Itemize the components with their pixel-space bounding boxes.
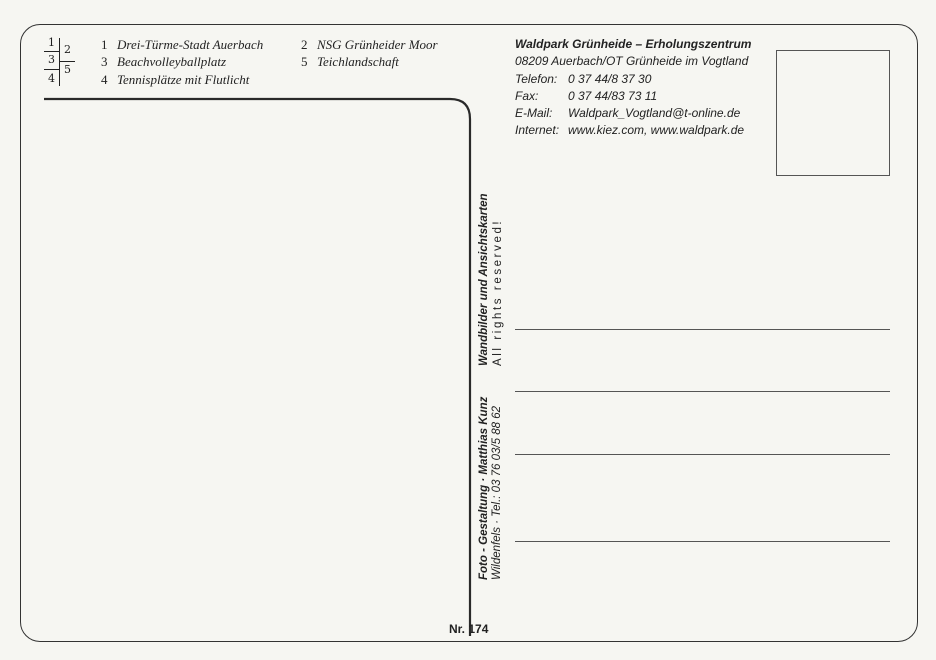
legend-item: 1 Drei-Türme-Stadt Auerbach bbox=[101, 37, 264, 52]
contact-row-fax: Fax: 0 37 44/83 73 11 bbox=[515, 88, 658, 103]
key-number-1: 1 bbox=[48, 36, 55, 49]
address-line bbox=[515, 391, 890, 392]
card-number: Nr. 174 bbox=[449, 622, 489, 636]
phone-credit: Wildenfels · Tel.: 03 76 03/5 88 62 bbox=[491, 406, 503, 580]
photo-credit: Foto - Gestaltung · Matthias Kunz bbox=[478, 396, 490, 580]
legend-item: 4 Tennisplätze mit Flutlicht bbox=[101, 72, 250, 87]
publisher-text: Wandbilder und Ansichtskarten bbox=[478, 193, 490, 366]
legend-item: 5 Teichlandschaft bbox=[301, 54, 399, 69]
contact-address: 08209 Auerbach/OT Grünheide im Vogtland bbox=[515, 54, 749, 69]
contact-row-email: E-Mail: Waldpark_Vogtland@t-online.de bbox=[515, 106, 741, 121]
key-number-2: 2 bbox=[64, 43, 71, 56]
rights-text: All rights reserved! bbox=[492, 218, 504, 366]
contact-row-phone: Telefon: 0 37 44/8 37 30 bbox=[515, 71, 652, 86]
key-number-4: 4 bbox=[48, 72, 55, 85]
key-number-3: 3 bbox=[48, 53, 55, 66]
legend-item: 2 NSG Grünheider Moor bbox=[301, 37, 438, 52]
address-line bbox=[515, 541, 890, 542]
address-line bbox=[515, 454, 890, 455]
contact-row-internet: Internet: www.kiez.com, www.waldpark.de bbox=[515, 123, 745, 138]
key-number-5: 5 bbox=[64, 63, 71, 76]
legend-item: 3 Beachvolleyballplatz bbox=[101, 54, 227, 69]
contact-title: Waldpark Grünheide – Erholungszentrum bbox=[515, 37, 752, 51]
address-line bbox=[515, 329, 890, 330]
